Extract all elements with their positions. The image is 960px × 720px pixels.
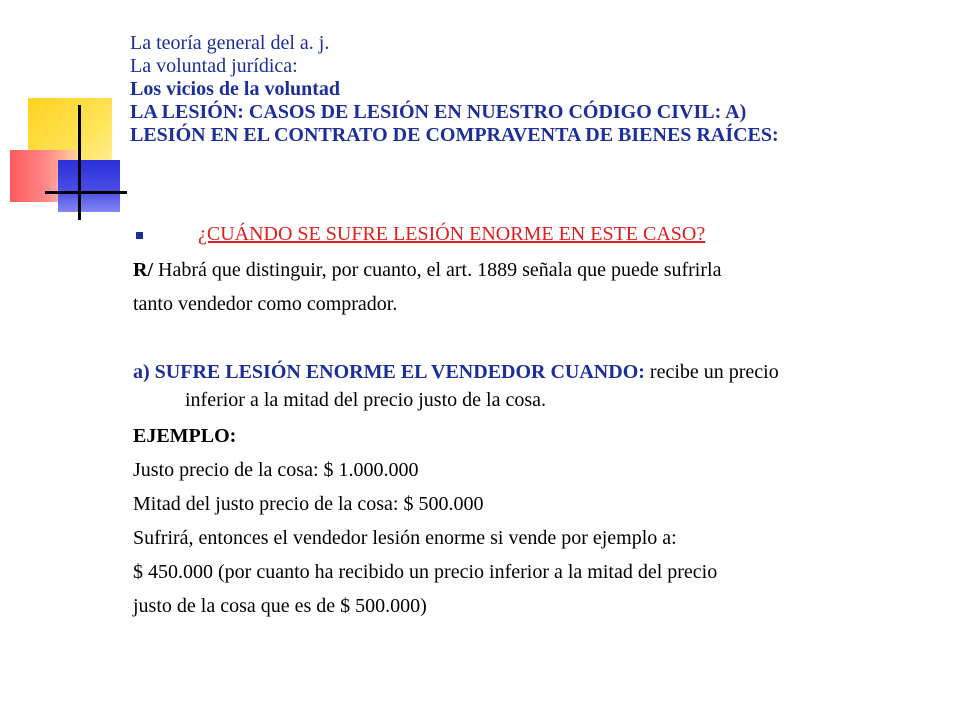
slide-title: [130, 32, 930, 147]
title-line-1: La teoría general del a. j.: [130, 32, 330, 54]
answer-line-2: tanto vendedor como comprador.: [133, 293, 398, 315]
example-line-2: Mitad del justo precio de la cosa: $ 500.000: [133, 493, 484, 515]
example-label: EJEMPLO:: [133, 425, 237, 447]
title-line-3: Los vicios de la voluntad: [130, 78, 341, 100]
case-a-heading: a) SUFRE LESIÓN ENORME EL VENDEDOR CUANDO:: [133, 361, 645, 383]
horizontal-line-decoration: [45, 191, 127, 194]
question-line: [198, 222, 705, 246]
example-line-3: Sufrirá, entonces el vendedor lesión enorme si vende por ejemplo a:: [133, 527, 677, 549]
question-text: ¿CUÁNDO SE SUFRE LESIÓN ENORME EN ESTE CASO?: [198, 223, 706, 245]
answer-prefix: R/: [133, 259, 153, 281]
example-line-1: Justo precio de la cosa: $ 1.000.000: [133, 459, 419, 481]
bullet-square-icon: [136, 232, 143, 239]
example-line-5: justo de la cosa que es de $ 500.000): [133, 595, 427, 617]
case-a-line-1: [133, 360, 779, 384]
vertical-line-decoration: [78, 105, 81, 220]
title-line-5: LESIÓN EN EL CONTRATO DE COMPRAVENTA DE BIENES RAÍCES:: [130, 124, 779, 146]
answer-line-1: [133, 258, 721, 282]
case-a-text-1: recibe un precio: [644, 361, 779, 383]
answer-text-1: Habrá que distinguir, por cuanto, el art. 1889 señala que puede sufrirla: [153, 259, 722, 281]
case-a-line-2: inferior a la mitad del precio justo de la cosa.: [185, 389, 546, 411]
title-line-4: LA LESIÓN: CASOS DE LESIÓN EN NUESTRO CÓDIGO CIVIL: A): [130, 101, 747, 123]
title-line-2: La voluntad jurídica:: [130, 55, 298, 77]
blue-square-decoration: [58, 160, 120, 212]
example-line-4: $ 450.000 (por cuanto ha recibido un precio inferior a la mitad del precio: [133, 561, 718, 583]
